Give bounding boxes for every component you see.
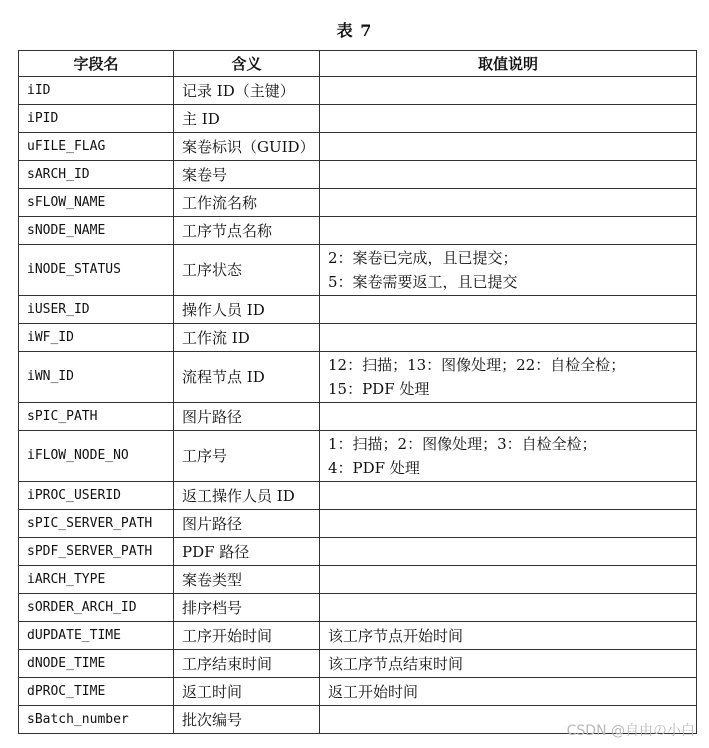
meaning-cell: PDF 路径: [174, 538, 320, 566]
field-name-cell: sORDER_ARCH_ID: [19, 594, 174, 622]
field-name-cell: sBatch_number: [19, 706, 174, 734]
table-row: [19, 594, 697, 622]
value-note-cell: [320, 105, 697, 133]
field-name-cell: sPDF_SERVER_PATH: [19, 538, 174, 566]
meaning-cell: 记录 ID（主键）: [174, 77, 320, 105]
meaning-cell: 主 ID: [174, 105, 320, 133]
value-note-cell: [320, 650, 697, 678]
value-note-cell: [320, 352, 697, 403]
meaning-cell: 工序号: [174, 431, 320, 482]
table-row: [19, 352, 697, 403]
table-row: [19, 482, 697, 510]
value-note-cell: [320, 217, 697, 245]
table-row: [19, 403, 697, 431]
value-note-cell: [320, 296, 697, 324]
value-note-cell: [320, 538, 697, 566]
value-note-line: 2：案卷已完成，且已提交；: [328, 249, 518, 267]
meaning-cell: 批次编号: [174, 706, 320, 734]
field-name-cell: dUPDATE_TIME: [19, 622, 174, 650]
value-note-cell: [320, 161, 697, 189]
meaning-cell: 案卷类型: [174, 566, 320, 594]
field-name-cell: iWN_ID: [19, 352, 174, 403]
field-name-cell: dNODE_TIME: [19, 650, 174, 678]
table-row: [19, 622, 697, 650]
table-row: [19, 161, 697, 189]
value-note-cell: [320, 133, 697, 161]
field-definition-table: [18, 50, 697, 734]
table-body: [19, 77, 697, 734]
meaning-cell: 案卷标识（GUID）: [174, 133, 320, 161]
value-note-cell: [320, 403, 697, 431]
header-field-name: 字段名: [19, 51, 174, 77]
value-note-cell: [320, 431, 697, 482]
field-name-cell: uFILE_FLAG: [19, 133, 174, 161]
value-note-cell: [320, 566, 697, 594]
table-row: [19, 678, 697, 706]
field-name-cell: iNODE_STATUS: [19, 245, 174, 296]
meaning-cell: 排序档号: [174, 594, 320, 622]
value-note-cell: [320, 189, 697, 217]
field-name-cell: iID: [19, 77, 174, 105]
meaning-cell: 工序节点名称: [174, 217, 320, 245]
field-name-cell: iFLOW_NODE_NO: [19, 431, 174, 482]
table-row: [19, 245, 697, 296]
meaning-cell: 操作人员 ID: [174, 296, 320, 324]
table-row: [19, 431, 697, 482]
meaning-cell: 返工时间: [174, 678, 320, 706]
value-note-line: 该工序节点结束时间: [328, 654, 464, 673]
meaning-cell: 案卷号: [174, 161, 320, 189]
table-row: [19, 324, 697, 352]
field-name-cell: iUSER_ID: [19, 296, 174, 324]
meaning-cell: 工作流 ID: [174, 324, 320, 352]
field-name-cell: iWF_ID: [19, 324, 174, 352]
table-row: [19, 538, 697, 566]
field-name-cell: iPROC_USERID: [19, 482, 174, 510]
meaning-cell: 工序状态: [174, 245, 320, 296]
value-note-cell: [320, 678, 697, 706]
value-note-line: 12：扫描；13：图像处理；22：自检全检；: [328, 356, 626, 374]
field-name-cell: sNODE_NAME: [19, 217, 174, 245]
table-row: [19, 296, 697, 324]
value-note-cell: [320, 324, 697, 352]
meaning-cell: 图片路径: [174, 403, 320, 431]
table-row: [19, 217, 697, 245]
meaning-cell: 工序结束时间: [174, 650, 320, 678]
value-note-cell: [320, 510, 697, 538]
value-note-cell: [320, 482, 697, 510]
meaning-cell: 图片路径: [174, 510, 320, 538]
table-row: [19, 105, 697, 133]
value-note-cell: [320, 77, 697, 105]
meaning-cell: 流程节点 ID: [174, 352, 320, 403]
field-name-cell: dPROC_TIME: [19, 678, 174, 706]
field-name-cell: iARCH_TYPE: [19, 566, 174, 594]
value-note-cell: [320, 245, 697, 296]
field-name-cell: iPID: [19, 105, 174, 133]
table-row: [19, 650, 697, 678]
table-row: [19, 77, 697, 105]
header-value-note: 取值说明: [320, 51, 697, 77]
value-note-line: 15：PDF 处理: [328, 380, 430, 398]
field-name-cell: sFLOW_NAME: [19, 189, 174, 217]
meaning-cell: 工序开始时间: [174, 622, 320, 650]
table-caption: 表 7: [336, 21, 373, 40]
value-note-cell: [320, 594, 697, 622]
value-note-line: 返工开始时间: [328, 682, 419, 701]
header-meaning: 含义: [174, 51, 320, 77]
table-row: [19, 566, 697, 594]
meaning-cell: 工作流名称: [174, 189, 320, 217]
field-name-cell: sPIC_SERVER_PATH: [19, 510, 174, 538]
value-note-line: 5：案卷需要返工，且已提交: [328, 273, 518, 291]
value-note-line: 1：扫描；2：图像处理；3：自检全检；: [328, 435, 597, 453]
table-row: [19, 189, 697, 217]
value-note-line: 该工序节点开始时间: [328, 626, 464, 645]
meaning-cell: 返工操作人员 ID: [174, 482, 320, 510]
table-row: [19, 510, 697, 538]
watermark: CSDN @自由の小白: [566, 723, 695, 739]
value-note-line: 4：PDF 处理: [328, 459, 420, 477]
field-name-cell: sARCH_ID: [19, 161, 174, 189]
table-header-row: [19, 51, 697, 77]
value-note-cell: [320, 622, 697, 650]
field-name-cell: sPIC_PATH: [19, 403, 174, 431]
table-row: [19, 133, 697, 161]
